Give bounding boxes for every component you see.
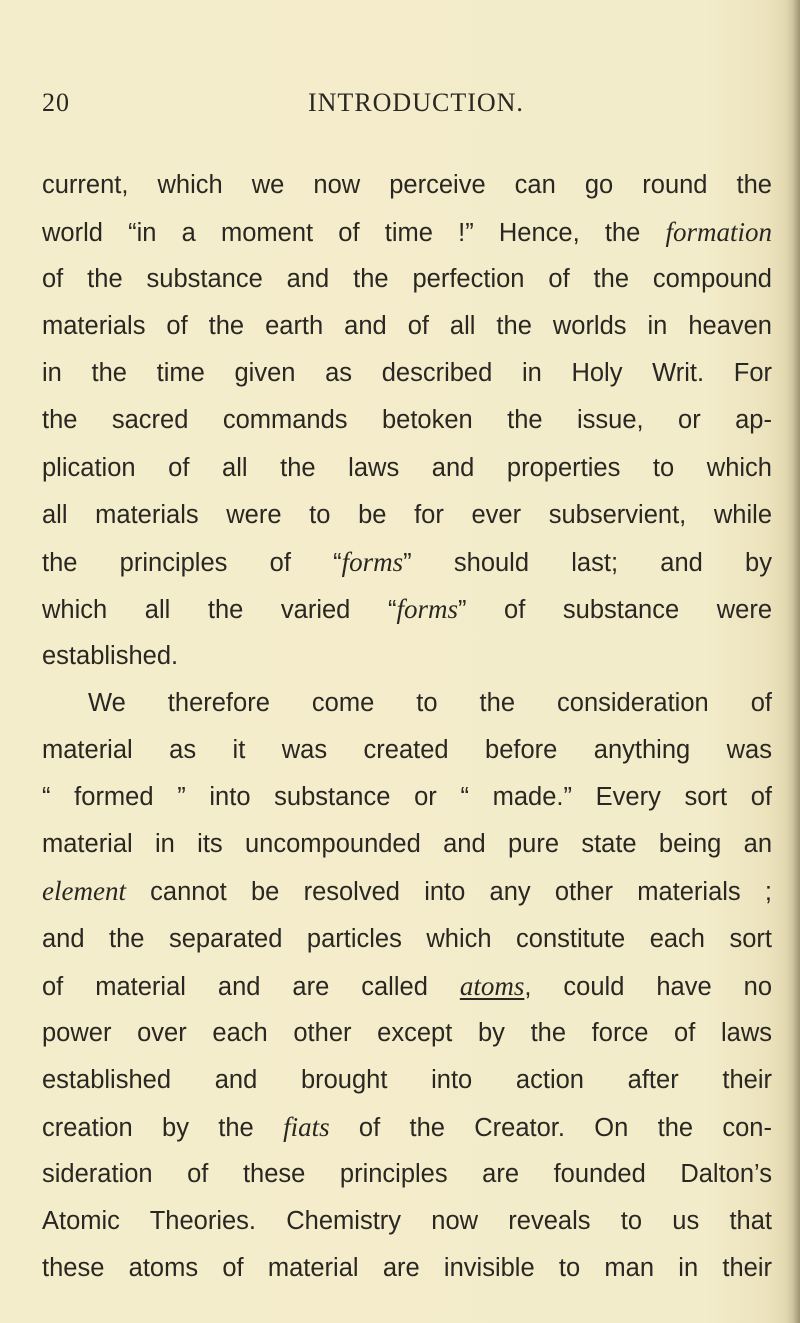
text-line — [42, 633, 772, 680]
text-run: material as it was created before anything was — [42, 736, 772, 765]
text-line — [42, 1057, 772, 1104]
text-line — [42, 680, 772, 727]
text-line — [42, 1151, 772, 1198]
text-line — [42, 397, 772, 444]
text-run: the principles of “ — [42, 548, 342, 577]
text-line — [42, 1245, 772, 1292]
text-run: “ formed ” into substance or “ made.” Every sort of — [42, 783, 772, 812]
text-run: ” should last; and by — [403, 548, 772, 577]
italic-word: fiats — [283, 1111, 330, 1142]
text-run: of material and are called — [42, 972, 460, 1001]
page-number: 20 — [42, 88, 70, 117]
text-line — [42, 1198, 772, 1245]
running-head: INTRODUCTION. — [308, 88, 524, 117]
italic-word: element — [42, 876, 126, 907]
italic-word: forms — [341, 546, 404, 577]
text-run: Atomic Theories. Chemistry now reveals to us that — [42, 1207, 772, 1236]
text-run: materials of the earth and of all the worlds in heaven — [42, 312, 772, 341]
text-run: and the separated particles which constitute each sort — [42, 924, 772, 953]
text-line — [42, 586, 772, 633]
text-run: all materials were to be for ever subservient, while — [42, 500, 772, 529]
text-line — [42, 868, 772, 915]
text-run: in the time given as described in Holy Writ. For — [42, 359, 772, 388]
body-text — [42, 162, 772, 1292]
text-line — [42, 963, 772, 1010]
text-line — [42, 350, 772, 397]
text-line — [42, 539, 772, 586]
text-line — [42, 162, 772, 209]
text-run: creation by the — [42, 1113, 284, 1142]
text-run: established and brought into action after their — [42, 1065, 772, 1094]
text-run: We therefore come to the consideration of — [88, 689, 772, 718]
text-run: material in its uncompounded and pure state being an — [42, 830, 772, 859]
text-run: world “in a moment of time !” Hence, the — [42, 219, 666, 248]
text-run: power over each other except by the force of laws — [42, 1018, 772, 1047]
text-line — [42, 916, 772, 963]
italic-word: atoms — [459, 970, 525, 1001]
italic-word: formation — [665, 217, 772, 248]
text-line — [42, 492, 772, 539]
text-run: which all the varied “ — [42, 595, 397, 624]
page-edge-shadow — [786, 0, 800, 1323]
text-line — [42, 821, 772, 868]
text-line — [42, 303, 772, 350]
text-run: cannot be resolved into any other materials ; — [125, 878, 772, 907]
text-run: established. — [42, 641, 179, 670]
text-line — [42, 209, 772, 256]
text-line — [42, 256, 772, 303]
text-run: sideration of these principles are founded Dalton’s — [42, 1159, 772, 1188]
text-line — [42, 1104, 772, 1151]
text-run: ” of substance were — [457, 595, 772, 624]
text-line — [42, 774, 772, 821]
text-run: plication of all the laws and properties to which — [42, 453, 772, 482]
text-run: the sacred commands betoken the issue, or ap- — [42, 406, 772, 435]
text-run: these atoms of material are invisible to man in their — [42, 1254, 772, 1283]
page-header — [0, 88, 800, 128]
text-run: current, which we now perceive can go round the — [42, 171, 772, 199]
text-line — [42, 1010, 772, 1057]
text-run: of the Creator. On the con- — [329, 1113, 772, 1142]
text-run: of the substance and the perfection of the compound — [42, 265, 772, 294]
italic-word: forms — [396, 593, 458, 624]
text-line — [42, 445, 772, 492]
text-line — [42, 727, 772, 774]
text-run: , could have no — [524, 972, 772, 1001]
